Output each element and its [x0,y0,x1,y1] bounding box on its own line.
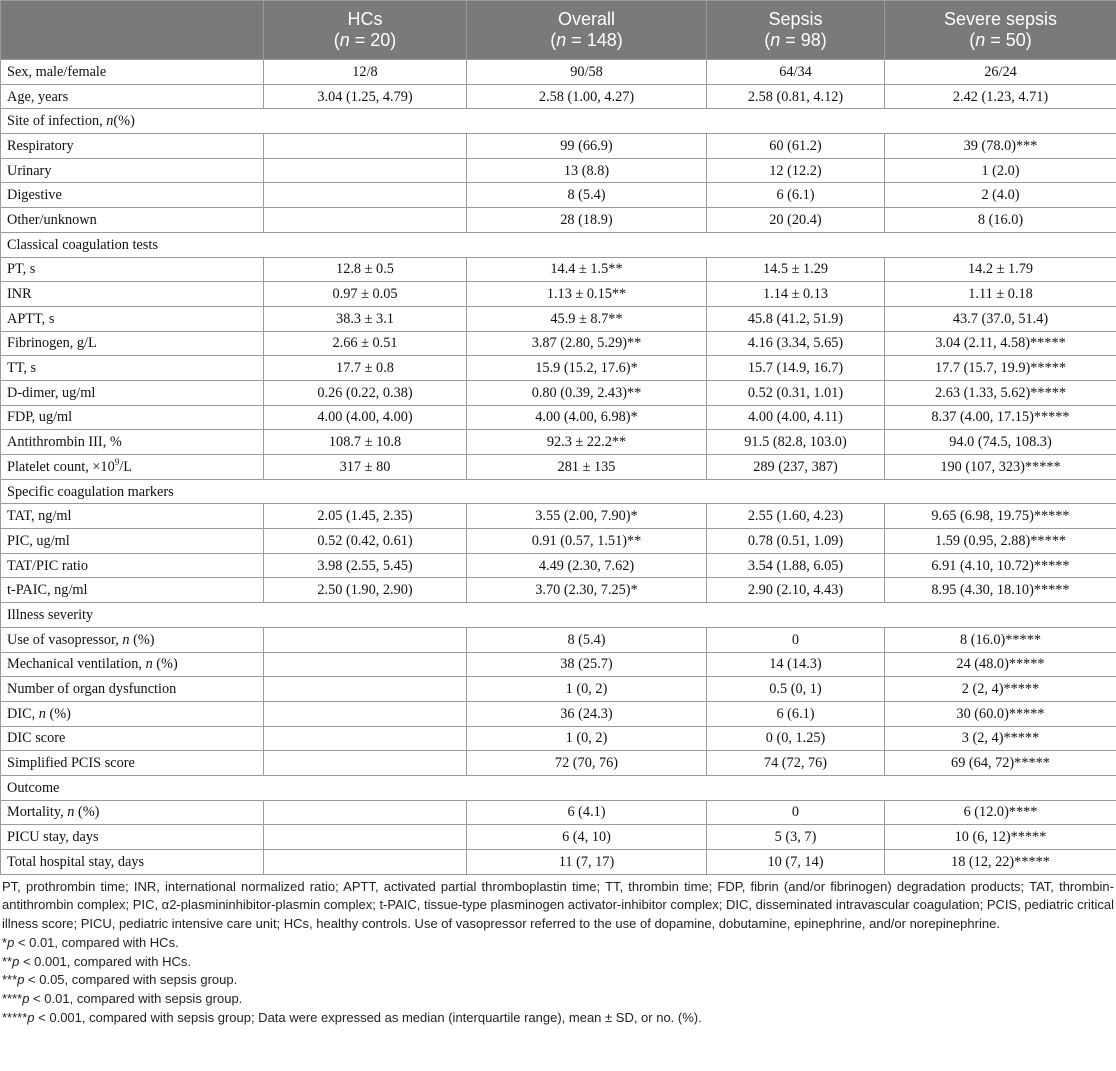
row-label: Use of vasopressor, n (%) [1,627,264,652]
cell-overall: 1 (0, 2) [467,726,707,751]
cell-overall: 90/58 [467,60,707,85]
footnote-significance-2: **p < 0.001, compared with HCs. [2,953,191,969]
cell-severe: 30 (60.0)***** [885,701,1116,726]
cell-overall: 8 (5.4) [467,627,707,652]
header-row [1,1,1116,60]
cell-hcs: 0.97 ± 0.05 [264,282,467,307]
cell-severe: 3.04 (2.11, 4.58)***** [885,331,1116,356]
cell-hcs: 12.8 ± 0.5 [264,257,467,282]
cell-sepsis: 4.00 (4.00, 4.11) [707,405,885,430]
table-row [1,282,1116,307]
cell-overall: 45.9 ± 8.7** [467,306,707,331]
header-sepsis [707,1,885,60]
cell-overall: 3.70 (2.30, 7.25)* [467,578,707,603]
header-severe-label: Severe sepsis [943,9,1058,29]
row-label: Fibrinogen, g/L [1,331,264,356]
header-hcs [264,1,467,60]
row-label: PIC, ug/ml [1,529,264,554]
cell-sepsis: 289 (237, 387) [707,455,885,480]
cell-hcs [264,825,467,850]
table-row [1,331,1116,356]
cell-sepsis: 91.5 (82.8, 103.0) [707,430,885,455]
cell-hcs [264,627,467,652]
cell-hcs [264,677,467,702]
cell-hcs [264,751,467,776]
cell-hcs: 12/8 [264,60,467,85]
cell-severe: 18 (12, 22)***** [885,850,1116,875]
table-row-total-stay [1,850,1116,875]
cell-severe: 190 (107, 323)***** [885,455,1116,480]
header-hcs-n: (n = 20) [333,30,397,50]
header-sepsis-n: (n = 98) [764,30,827,50]
cell-hcs: 4.00 (4.00, 4.00) [264,405,467,430]
cell-sepsis: 6 (6.1) [707,183,885,208]
row-label: Digestive [1,183,264,208]
cell-hcs [264,850,467,875]
cell-overall: 0.80 (0.39, 2.43)** [467,380,707,405]
cell-hcs [264,726,467,751]
cell-severe: 1.59 (0.95, 2.88)***** [885,529,1116,554]
cell-overall: 2.58 (1.00, 4.27) [467,84,707,109]
row-label: Mechanical ventilation, n (%) [1,652,264,677]
table-row [1,306,1116,331]
cell-overall: 3.55 (2.00, 7.90)* [467,504,707,529]
header-severe-sepsis [885,1,1116,60]
cell-overall: 3.87 (2.80, 5.29)** [467,331,707,356]
cell-sepsis: 74 (72, 76) [707,751,885,776]
cell-overall: 99 (66.9) [467,134,707,159]
header-blank [1,1,264,60]
cell-overall: 1.13 ± 0.15** [467,282,707,307]
section-site-label: Site of infection, n(%) [1,109,1116,134]
cell-severe: 2.63 (1.33, 5.62)***** [885,380,1116,405]
cell-overall: 14.4 ± 1.5** [467,257,707,282]
row-label: Mortality, n (%) [1,800,264,825]
cell-severe: 1 (2.0) [885,158,1116,183]
cell-overall: 1 (0, 2) [467,677,707,702]
header-severe-n: (n = 50) [969,30,1032,50]
cell-overall: 8 (5.4) [467,183,707,208]
cell-sepsis: 0 [707,627,885,652]
table-row [1,553,1116,578]
row-label: APTT, s [1,306,264,331]
table-row [1,825,1116,850]
cell-overall: 15.9 (15.2, 17.6)* [467,356,707,381]
section-row-specific [1,479,1116,504]
row-label: Simplified PCIS score [1,751,264,776]
cell-severe: 17.7 (15.7, 19.9)***** [885,356,1116,381]
cell-sepsis: 2.58 (0.81, 4.12) [707,84,885,109]
cell-hcs: 0.26 (0.22, 0.38) [264,380,467,405]
cell-overall: 4.00 (4.00, 6.98)* [467,405,707,430]
cell-overall: 36 (24.3) [467,701,707,726]
footnote-significance-1: *p < 0.01, compared with HCs. [2,934,179,950]
cell-hcs [264,134,467,159]
cell-hcs [264,701,467,726]
cell-sepsis: 2.90 (2.10, 4.43) [707,578,885,603]
header-overall-n: (n = 148) [550,30,623,50]
cell-overall: 0.91 (0.57, 1.51)** [467,529,707,554]
cell-hcs: 38.3 ± 3.1 [264,306,467,331]
cell-sepsis: 1.14 ± 0.13 [707,282,885,307]
row-label: Other/unknown [1,208,264,233]
table-row [1,430,1116,455]
row-label: Platelet count, $\times 10^9/L$ [1,455,264,480]
header-overall [467,1,707,60]
cell-overall: 6 (4.1) [467,800,707,825]
row-label: Respiratory [1,134,264,159]
row-label: DIC score [1,726,264,751]
section-classical-label: Classical coagulation tests [1,232,1116,257]
cell-severe: 1.11 ± 0.18 [885,282,1116,307]
row-label: t-PAIC, ng/ml [1,578,264,603]
cell-overall: 13 (8.8) [467,158,707,183]
table-row-platelet [1,455,1116,480]
cell-hcs [264,800,467,825]
cell-hcs: 317 ± 80 [264,455,467,480]
header-overall-label: Overall [557,9,615,29]
cell-severe: 94.0 (74.5, 108.3) [885,430,1116,455]
cell-overall: 4.49 (2.30, 7.62) [467,553,707,578]
cell-sepsis: 45.8 (41.2, 51.9) [707,306,885,331]
cell-sepsis: 10 (7, 14) [707,850,885,875]
cell-sepsis: 14.5 ± 1.29 [707,257,885,282]
row-label: PT, s [1,257,264,282]
table-row-sex [1,60,1116,85]
table-row [1,257,1116,282]
table-body [1,60,1116,875]
cell-overall: 281 ± 135 [467,455,707,480]
cell-severe: 10 (6, 12)***** [885,825,1116,850]
table-row [1,751,1116,776]
cell-severe: 43.7 (37.0, 51.4) [885,306,1116,331]
cell-hcs: 3.98 (2.55, 5.45) [264,553,467,578]
row-label: Number of organ dysfunction [1,677,264,702]
cell-sepsis: 0.5 (0, 1) [707,677,885,702]
cell-severe: 39 (78.0)*** [885,134,1116,159]
row-label: D-dimer, ug/ml [1,380,264,405]
table-row [1,405,1116,430]
cell-sepsis: 14 (14.3) [707,652,885,677]
cell-sepsis: 0 (0, 1.25) [707,726,885,751]
cell-overall: 92.3 ± 22.2** [467,430,707,455]
row-label: Sex, male/female [1,60,264,85]
table-row [1,677,1116,702]
table-row [1,380,1116,405]
cell-severe: 8 (16.0)***** [885,627,1116,652]
table-row [1,652,1116,677]
table-row-age [1,84,1116,109]
table-footnotes [0,875,1116,1028]
footnote-significance-5: *****p < 0.001, compared with sepsis group; Data were expressed as median (interquartile range), mean ± SD, or no. (%). [2,1009,702,1025]
cell-sepsis: 6 (6.1) [707,701,885,726]
table-row [1,701,1116,726]
cell-hcs [264,158,467,183]
cell-overall: 11 (7, 17) [467,850,707,875]
cell-overall: 28 (18.9) [467,208,707,233]
cell-sepsis: 0.78 (0.51, 1.09) [707,529,885,554]
section-illness-label: Illness severity [1,603,1116,628]
cell-hcs [264,652,467,677]
section-row-site [1,109,1116,134]
cell-hcs [264,183,467,208]
cell-sepsis: 4.16 (3.34, 5.65) [707,331,885,356]
table-row [1,726,1116,751]
table-row [1,578,1116,603]
cell-severe: 6.91 (4.10, 10.72)***** [885,553,1116,578]
cell-hcs: 2.66 ± 0.51 [264,331,467,356]
table-row [1,800,1116,825]
cell-sepsis: 5 (3, 7) [707,825,885,850]
row-label: DIC, n (%) [1,701,264,726]
cell-severe: 8.37 (4.00, 17.15)***** [885,405,1116,430]
footnote-significance-3: ***p < 0.05, compared with sepsis group. [2,972,238,988]
row-label: INR [1,282,264,307]
cell-hcs: 17.7 ± 0.8 [264,356,467,381]
cell-severe: 3 (2, 4)***** [885,726,1116,751]
cell-severe: 6 (12.0)**** [885,800,1116,825]
table-row [1,208,1116,233]
cell-sepsis: 0.52 (0.31, 1.01) [707,380,885,405]
cell-severe: 24 (48.0)***** [885,652,1116,677]
cell-hcs: 3.04 (1.25, 4.79) [264,84,467,109]
cell-sepsis: 12 (12.2) [707,158,885,183]
cell-severe: 2 (2, 4)***** [885,677,1116,702]
section-row-classical [1,232,1116,257]
table-row [1,529,1116,554]
row-label: PICU stay, days [1,825,264,850]
table-row [1,504,1116,529]
table-row [1,183,1116,208]
header-sepsis-label: Sepsis [768,9,823,29]
cell-overall: 6 (4, 10) [467,825,707,850]
footnote-significance-4: ****p < 0.01, compared with sepsis group. [2,990,243,1006]
section-specific-label: Specific coagulation markers [1,479,1116,504]
cell-hcs: 2.05 (1.45, 2.35) [264,504,467,529]
row-label: TT, s [1,356,264,381]
table-row [1,158,1116,183]
table-row [1,356,1116,381]
cell-sepsis: 15.7 (14.9, 16.7) [707,356,885,381]
row-label: FDP, ug/ml [1,405,264,430]
cell-severe: 26/24 [885,60,1116,85]
cell-overall: 38 (25.7) [467,652,707,677]
section-row-outcome [1,775,1116,800]
cell-overall: 72 (70, 76) [467,751,707,776]
cell-hcs [264,208,467,233]
header-hcs-label: HCs [347,9,383,29]
row-label: TAT/PIC ratio [1,553,264,578]
cell-severe: 2 (4.0) [885,183,1116,208]
cell-sepsis: 3.54 (1.88, 6.05) [707,553,885,578]
cell-severe: 2.42 (1.23, 4.71) [885,84,1116,109]
cell-sepsis: 60 (61.2) [707,134,885,159]
cell-severe: 9.65 (6.98, 19.75)***** [885,504,1116,529]
footnote-abbreviations: PT, prothrombin time; INR, international normalized ratio; APTT, activated partial thromboplastin time; TT, thrombin time; FDP, fibrin (and/or fibrinogen) degradation products; TAT, thrombin-antithrombin complex; PIC, α2-plasmininhibitor-plasmin complex; t-PAIC, tissue-type plasminogen activator-inhibitor complex; DIC, disseminated intravascular coagulation; PCIS, pediatric critical illness score; PICU, pediatric intensive care unit; HCs, healthy controls. Use of vasopressor referred to the use of dopamine, dobutamine, epinephrine, and/or norepinephrine. [2,878,1115,932]
cell-sepsis: 20 (20.4) [707,208,885,233]
cell-sepsis: 64/34 [707,60,885,85]
row-label: Antithrombin III, % [1,430,264,455]
cell-hcs: 2.50 (1.90, 2.90) [264,578,467,603]
section-outcome-label: Outcome [1,775,1116,800]
table-row [1,134,1116,159]
section-row-illness [1,603,1116,628]
table-header [1,1,1116,60]
cell-sepsis: 2.55 (1.60, 4.23) [707,504,885,529]
cell-sepsis: 0 [707,800,885,825]
cell-hcs: 108.7 ± 10.8 [264,430,467,455]
cell-severe: 8 (16.0) [885,208,1116,233]
cell-severe: 8.95 (4.30, 18.10)***** [885,578,1116,603]
table-row [1,627,1116,652]
cell-severe: 14.2 ± 1.79 [885,257,1116,282]
row-label: Total hospital stay, days [1,850,264,875]
row-label: TAT, ng/ml [1,504,264,529]
row-label: Urinary [1,158,264,183]
cell-severe: 69 (64, 72)***** [885,751,1116,776]
cell-hcs: 0.52 (0.42, 0.61) [264,529,467,554]
row-label: Age, years [1,84,264,109]
